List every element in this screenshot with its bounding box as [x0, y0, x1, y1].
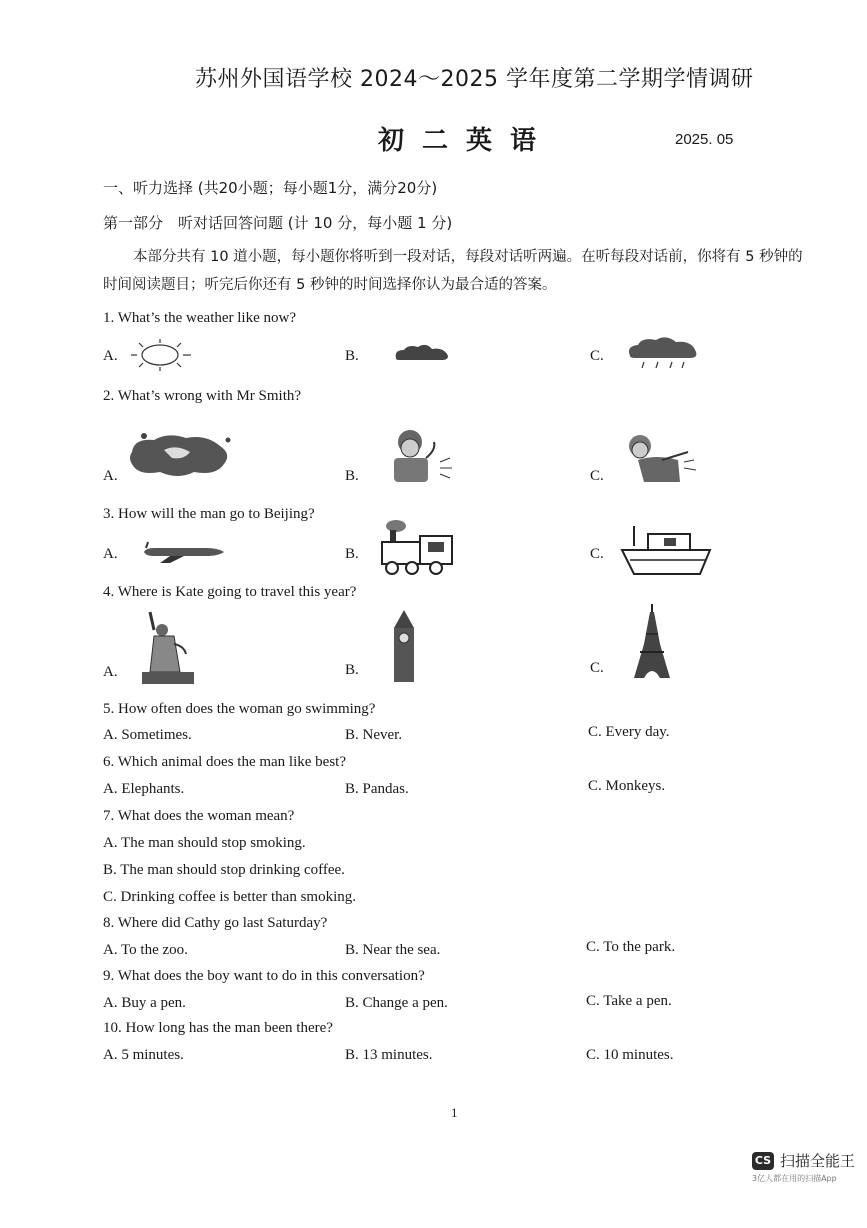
question-4: 4. Where is Kate going to travel this year? — [103, 584, 357, 600]
q1-label-a: A. — [103, 348, 118, 364]
subject-title: 初二英语 — [378, 126, 555, 156]
q10-option-b: B. 13 minutes. — [345, 1047, 433, 1063]
q10-option-c: C. 10 minutes. — [586, 1047, 674, 1063]
plane-icon — [140, 542, 226, 564]
cs-logo-icon: CS — [752, 1152, 774, 1170]
q9-option-b: B. Change a pen. — [345, 995, 448, 1011]
q4-label-b: B. — [345, 662, 359, 678]
statue-of-liberty-icon — [136, 610, 204, 686]
question-5: 5. How often does the woman go swimming? — [103, 701, 376, 717]
q3-label-a: A. — [103, 546, 118, 562]
q8-option-b: B. Near the sea. — [345, 942, 441, 958]
fever-icon — [124, 430, 234, 480]
q4-label-c: C. — [590, 660, 604, 676]
part-heading: 第一部分 听对话回答问题 (计 10 分，每小题 1 分) — [103, 214, 453, 232]
question-1: 1. What’s the weather like now? — [103, 310, 296, 326]
question-3: 3. How will the man go to Beijing? — [103, 506, 315, 522]
q3-label-b: B. — [345, 546, 359, 562]
q1-label-b: B. — [345, 348, 359, 364]
sun-icon — [125, 337, 195, 373]
q5-option-c: C. Every day. — [588, 724, 670, 740]
q6-option-c: C. Monkeys. — [588, 778, 666, 794]
sick-person-icon — [622, 432, 698, 484]
q10-option-a: A. 5 minutes. — [103, 1047, 184, 1063]
q8-option-c: C. To the park. — [586, 939, 676, 955]
exam-title: 苏州外国语学校 2024～2025 学年度第二学期学情调研 — [195, 67, 754, 92]
question-2: 2. What’s wrong with Mr Smith? — [103, 388, 302, 404]
q9-option-c: C. Take a pen. — [586, 993, 672, 1009]
question-10: 10. How long has the man been there? — [103, 1020, 333, 1036]
section-heading: 一、听力选择 (共20小题；每小题1分，满分20分) — [103, 179, 438, 197]
question-7: 7. What does the woman mean? — [103, 808, 295, 824]
watermark-name: 扫描全能王 — [780, 1152, 856, 1170]
q9-option-a: A. Buy a pen. — [103, 995, 186, 1011]
q7-option-a: A. The man should stop smoking. — [103, 835, 306, 851]
big-ben-icon — [390, 610, 418, 684]
q5-option-a: A. Sometimes. — [103, 727, 192, 743]
q7-option-c: C. Drinking coffee is better than smoking. — [103, 889, 357, 905]
cloud-icon — [392, 342, 452, 362]
rain-cloud-icon — [626, 336, 700, 372]
question-9: 9. What does the boy want to do in this conversation? — [103, 968, 425, 984]
q2-label-a: A. — [103, 468, 118, 484]
watermark-tagline: 3亿人都在用的扫描App — [752, 1174, 837, 1183]
question-6: 6. Which animal does the man like best? — [103, 754, 346, 770]
q2-label-b: B. — [345, 468, 359, 484]
q4-label-a: A. — [103, 664, 118, 680]
q3-label-c: C. — [590, 546, 604, 562]
page-number: 1 — [451, 1105, 458, 1120]
q1-label-c: C. — [590, 348, 604, 364]
train-icon — [376, 518, 458, 576]
question-8: 8. Where did Cathy go last Saturday? — [103, 915, 328, 931]
toothache-person-icon — [384, 428, 456, 484]
q6-option-a: A. Elephants. — [103, 781, 185, 797]
instructions: 本部分共有 10 道小题，每小题你将听到一段对话，每段对话听两遍。在听每段对话前，你将有 5 秒钟的时间阅读题目；听完后你还有 5 秒钟的时间选择你认为最合适的答案。 — [103, 249, 803, 293]
q6-option-b: B. Pandas. — [345, 781, 409, 797]
q2-label-c: C. — [590, 468, 604, 484]
scanner-watermark — [752, 1150, 855, 1184]
q8-option-a: A. To the zoo. — [103, 942, 188, 958]
q5-option-b: B. Never. — [345, 727, 403, 743]
exam-date: 2025. 05 — [675, 131, 734, 148]
ship-icon — [620, 524, 712, 578]
q7-option-b: B. The man should stop drinking coffee. — [103, 862, 345, 878]
eiffel-tower-icon — [624, 604, 680, 680]
